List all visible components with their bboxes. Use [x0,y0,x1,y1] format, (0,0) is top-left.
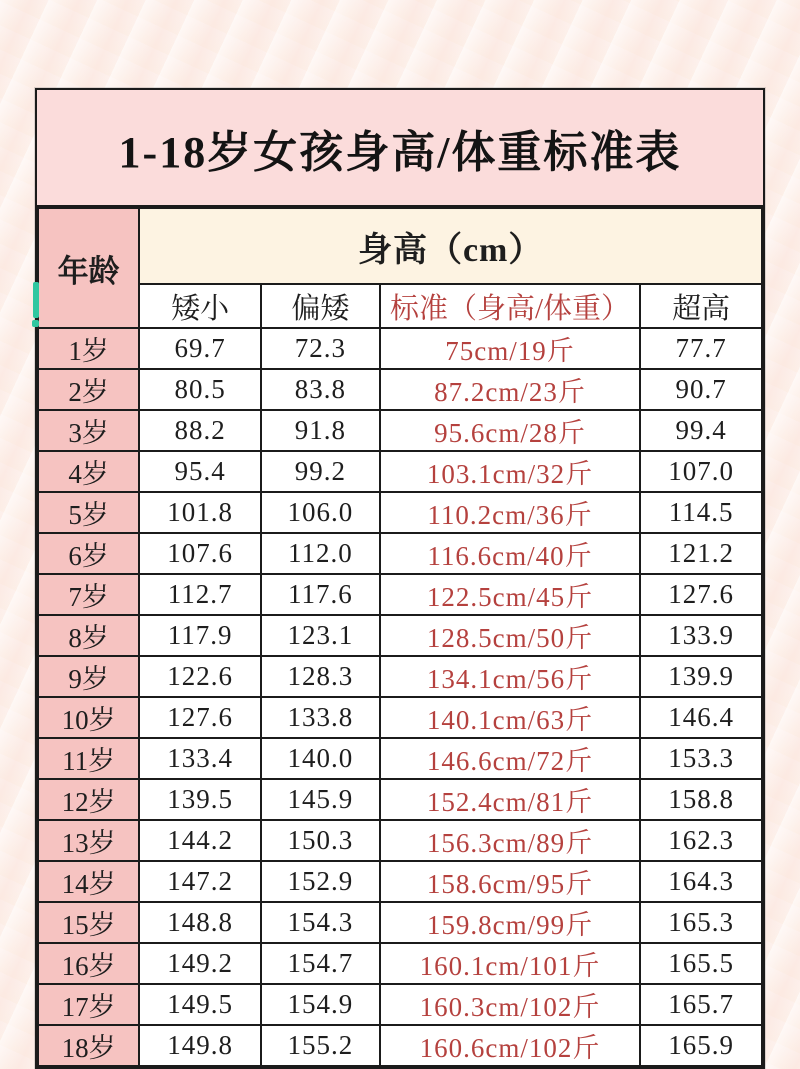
short-value-cell: 122.6 [139,656,261,697]
standard-value-cell: 159.8cm/99斤 [380,902,641,943]
sub-header-row [38,284,762,328]
tall-value-cell: 165.7 [640,984,762,1025]
tall-value-cell: 146.4 [640,697,762,738]
tall-value-cell: 164.3 [640,861,762,902]
tall-value-cell: 121.2 [640,533,762,574]
age-cell: 14岁 [38,861,139,902]
table-row [38,943,762,984]
age-cell: 18岁 [38,1025,139,1066]
short-value-cell: 95.4 [139,451,261,492]
slightly-short-value-cell: 123.1 [261,615,380,656]
slightly-short-value-cell: 133.8 [261,697,380,738]
short-value-cell: 139.5 [139,779,261,820]
standard-value-cell: 160.3cm/102斤 [380,984,641,1025]
tall-value-cell: 139.9 [640,656,762,697]
table-row [38,984,762,1025]
short-value-cell: 69.7 [139,328,261,369]
slightly-short-value-cell: 152.9 [261,861,380,902]
tall-value-cell: 162.3 [640,820,762,861]
slightly-short-value-cell: 112.0 [261,533,380,574]
standard-value-cell: 122.5cm/45斤 [380,574,641,615]
short-value-cell: 149.8 [139,1025,261,1066]
slightly-short-column-header: 偏矮 [261,284,380,328]
table-row [38,328,762,369]
slightly-short-value-cell: 155.2 [261,1025,380,1066]
short-value-cell: 127.6 [139,697,261,738]
slightly-short-value-cell: 106.0 [261,492,380,533]
age-cell: 2岁 [38,369,139,410]
short-column-header: 矮小 [139,284,261,328]
slightly-short-value-cell: 140.0 [261,738,380,779]
standard-value-cell: 75cm/19斤 [380,328,641,369]
table-row [38,410,762,451]
short-value-cell: 133.4 [139,738,261,779]
standard-value-cell: 128.5cm/50斤 [380,615,641,656]
table-row [38,656,762,697]
short-value-cell: 149.2 [139,943,261,984]
standard-value-cell: 95.6cm/28斤 [380,410,641,451]
table-row [38,1025,762,1066]
standard-value-cell: 158.6cm/95斤 [380,861,641,902]
tall-value-cell: 127.6 [640,574,762,615]
age-cell: 15岁 [38,902,139,943]
age-cell: 10岁 [38,697,139,738]
slightly-short-value-cell: 117.6 [261,574,380,615]
age-cell: 9岁 [38,656,139,697]
slightly-short-value-cell: 154.7 [261,943,380,984]
tall-value-cell: 153.3 [640,738,762,779]
age-cell: 4岁 [38,451,139,492]
slightly-short-value-cell: 99.2 [261,451,380,492]
tall-value-cell: 165.5 [640,943,762,984]
table-row [38,615,762,656]
tall-column-header: 超高 [640,284,762,328]
age-cell: 13岁 [38,820,139,861]
table-header [38,208,762,328]
short-value-cell: 149.5 [139,984,261,1025]
table-row [38,861,762,902]
short-value-cell: 112.7 [139,574,261,615]
age-cell: 12岁 [38,779,139,820]
table-body [38,328,762,1066]
slightly-short-value-cell: 154.3 [261,902,380,943]
table-row [38,533,762,574]
header-group-row [38,208,762,284]
standard-value-cell: 152.4cm/81斤 [380,779,641,820]
table-row [38,451,762,492]
tall-value-cell: 99.4 [640,410,762,451]
standard-column-header: 标准（身高/体重） [380,284,641,328]
standard-value-cell: 116.6cm/40斤 [380,533,641,574]
table-row [38,738,762,779]
slightly-short-value-cell: 145.9 [261,779,380,820]
height-weight-table [37,207,763,1067]
height-weight-standard-sheet [35,88,765,1069]
short-value-cell: 144.2 [139,820,261,861]
text-selection-handle-dot[interactable] [32,320,39,327]
standard-value-cell: 160.6cm/102斤 [380,1025,641,1066]
tall-value-cell: 114.5 [640,492,762,533]
standard-value-cell: 160.1cm/101斤 [380,943,641,984]
tall-value-cell: 90.7 [640,369,762,410]
height-group-header: 身高（cm） [139,208,762,284]
age-cell: 3岁 [38,410,139,451]
standard-value-cell: 156.3cm/89斤 [380,820,641,861]
age-cell: 6岁 [38,533,139,574]
age-cell: 11岁 [38,738,139,779]
standard-value-cell: 110.2cm/36斤 [380,492,641,533]
short-value-cell: 88.2 [139,410,261,451]
slightly-short-value-cell: 150.3 [261,820,380,861]
slightly-short-value-cell: 154.9 [261,984,380,1025]
slightly-short-value-cell: 72.3 [261,328,380,369]
short-value-cell: 107.6 [139,533,261,574]
short-value-cell: 101.8 [139,492,261,533]
age-column-header: 年龄 [38,208,139,328]
age-cell: 7岁 [38,574,139,615]
slightly-short-value-cell: 128.3 [261,656,380,697]
short-value-cell: 80.5 [139,369,261,410]
table-row [38,902,762,943]
table-row [38,697,762,738]
age-cell: 16岁 [38,943,139,984]
text-selection-handle[interactable] [33,282,39,318]
short-value-cell: 147.2 [139,861,261,902]
standard-value-cell: 87.2cm/23斤 [380,369,641,410]
short-value-cell: 117.9 [139,615,261,656]
tall-value-cell: 107.0 [640,451,762,492]
standard-value-cell: 103.1cm/32斤 [380,451,641,492]
age-cell: 5岁 [38,492,139,533]
table-row [38,492,762,533]
age-cell: 17岁 [38,984,139,1025]
tall-value-cell: 165.9 [640,1025,762,1066]
slightly-short-value-cell: 91.8 [261,410,380,451]
tall-value-cell: 158.8 [640,779,762,820]
table-row [38,779,762,820]
short-value-cell: 148.8 [139,902,261,943]
age-cell: 1岁 [38,328,139,369]
table-row [38,574,762,615]
age-cell: 8岁 [38,615,139,656]
standard-value-cell: 146.6cm/72斤 [380,738,641,779]
tall-value-cell: 133.9 [640,615,762,656]
table-row [38,820,762,861]
tall-value-cell: 165.3 [640,902,762,943]
table-row [38,369,762,410]
page-title: 1-18岁女孩身高/体重标准表 [37,90,763,207]
slightly-short-value-cell: 83.8 [261,369,380,410]
tall-value-cell: 77.7 [640,328,762,369]
standard-value-cell: 134.1cm/56斤 [380,656,641,697]
standard-value-cell: 140.1cm/63斤 [380,697,641,738]
